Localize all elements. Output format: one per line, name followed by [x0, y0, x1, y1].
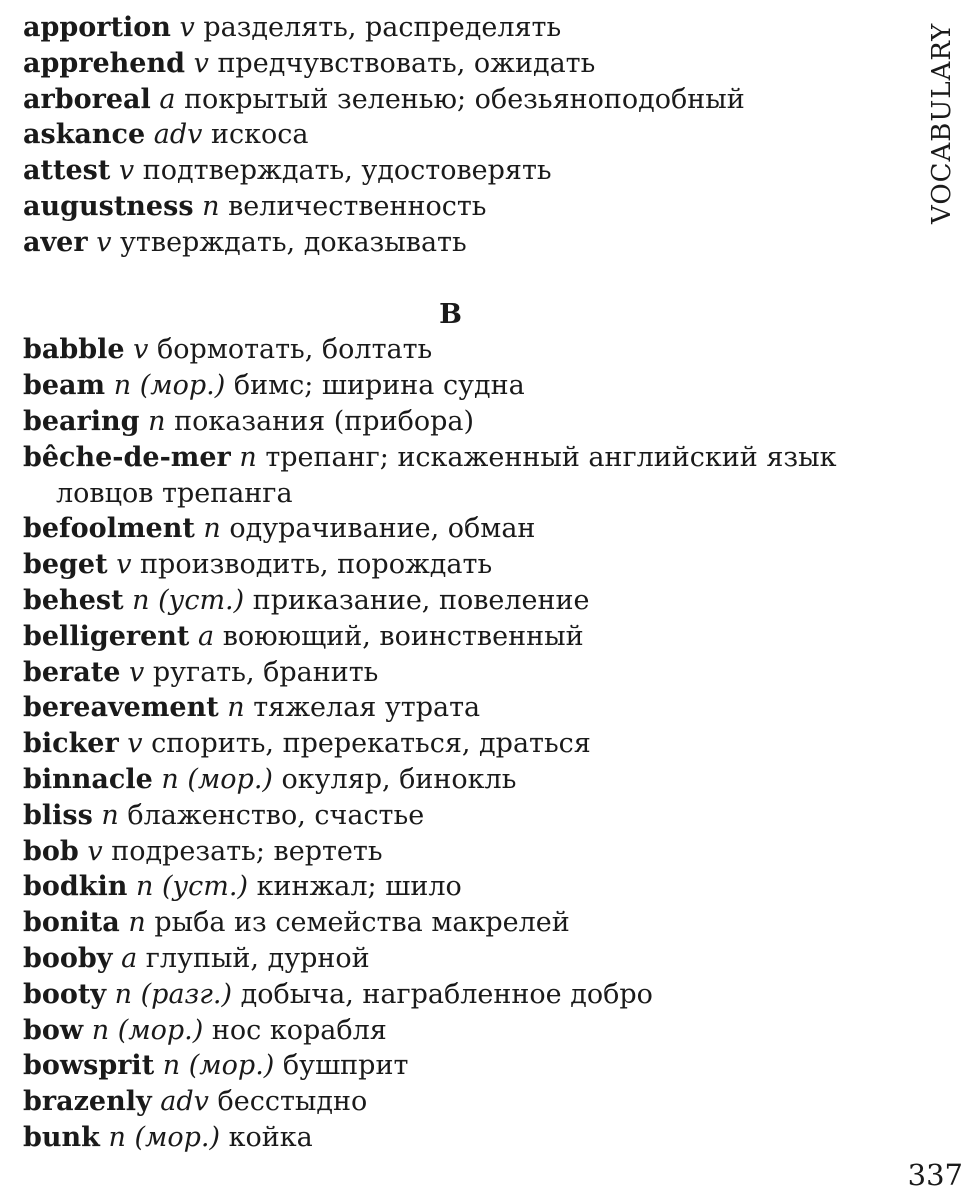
- entry-definition: добыча, награбленное добро: [240, 978, 653, 1010]
- entry-definition: подтверждать, удостоверять: [142, 155, 552, 187]
- dictionary-entry: [23, 726, 903, 762]
- entry-part-of-speech: a: [197, 620, 215, 652]
- entry-definition: искоса: [210, 119, 309, 151]
- entry-definition: койка: [228, 1121, 313, 1153]
- entry-definition: одурачивание, обман: [229, 513, 536, 545]
- entry-part-of-speech: n: [162, 1050, 181, 1082]
- dictionary-entry: [23, 1084, 903, 1120]
- entry-headword: babble: [23, 334, 125, 366]
- entry-headword: befoolment: [23, 513, 195, 545]
- dictionary-entry: [23, 440, 903, 512]
- entry-definition: спорить, пререкаться, драться: [151, 728, 591, 760]
- dictionary-entry: [23, 10, 903, 46]
- dictionary-entry: [23, 1048, 903, 1084]
- entry-definition: нос корабля: [211, 1014, 387, 1046]
- entry-headword: arboreal: [23, 83, 151, 115]
- entry-definition: кинжал; шило: [256, 871, 462, 903]
- dictionary-entry: [23, 189, 903, 225]
- dictionary-entry: [23, 1120, 903, 1156]
- entry-headword: bicker: [23, 728, 119, 760]
- entry-definition: воюющий, воинственный: [222, 620, 584, 652]
- vocabulary-list: [23, 10, 903, 1156]
- entry-headword: beam: [23, 370, 106, 402]
- entry-part-of-speech: v: [116, 549, 132, 581]
- entry-part-of-speech: n: [161, 763, 179, 795]
- entry-headword: booty: [23, 978, 107, 1010]
- entry-headword: bob: [23, 835, 79, 867]
- entry-headword: booby: [23, 942, 113, 974]
- entry-headword: apprehend: [23, 47, 185, 79]
- entry-part-of-speech: v: [127, 728, 143, 760]
- entry-part-of-speech: n: [203, 513, 221, 545]
- entry-usage-label: (уст.): [158, 584, 245, 616]
- entry-definition: окуляр, бинокль: [281, 763, 517, 795]
- entry-headword: apportion: [23, 12, 171, 43]
- entry-headword: aver: [23, 226, 88, 258]
- entry-part-of-speech: a: [159, 83, 176, 115]
- dictionary-entry: [23, 225, 903, 261]
- entry-headword: berate: [23, 656, 121, 688]
- entry-definition: бушприт: [282, 1050, 409, 1082]
- dictionary-entry: [23, 941, 903, 977]
- entry-headword: binnacle: [23, 763, 153, 795]
- entry-part-of-speech: v: [179, 12, 195, 43]
- dictionary-entry: [23, 583, 903, 619]
- dictionary-entry: [23, 368, 903, 404]
- entry-headword: bunk: [23, 1121, 100, 1153]
- entry-definition: разделять, распределять: [203, 12, 562, 43]
- entry-definition: бимс; ширина судна: [233, 370, 525, 402]
- entry-headword: attest: [23, 155, 111, 187]
- dictionary-entry: [23, 869, 903, 905]
- entry-part-of-speech: n: [202, 190, 220, 222]
- entry-headword: bearing: [23, 405, 140, 437]
- entry-part-of-speech: n: [113, 370, 132, 402]
- dictionary-entry: [23, 82, 903, 118]
- dictionary-entry: [23, 117, 903, 153]
- entry-part-of-speech: v: [118, 155, 135, 187]
- entry-part-of-speech: n: [91, 1014, 110, 1046]
- entry-part-of-speech: n: [148, 405, 166, 437]
- entry-usage-label: (уст.): [161, 871, 248, 903]
- entry-part-of-speech: adv: [153, 119, 203, 151]
- dictionary-entry: [23, 332, 903, 368]
- entry-headword: bowsprit: [23, 1050, 155, 1082]
- entry-part-of-speech: v: [129, 656, 145, 688]
- entry-part-of-speech: n: [239, 441, 257, 473]
- entry-headword: bodkin: [23, 871, 128, 903]
- entry-headword: bliss: [23, 799, 93, 831]
- entry-usage-label: (мор.): [117, 1014, 204, 1046]
- entry-headword: bonita: [23, 907, 120, 939]
- dictionary-entry: [23, 655, 903, 691]
- entry-headword: bow: [23, 1014, 84, 1046]
- entry-headword: belligerent: [23, 620, 190, 652]
- dictionary-entry: [23, 547, 903, 583]
- entry-part-of-speech: v: [193, 47, 209, 79]
- dictionary-entry: [23, 1013, 903, 1049]
- entry-usage-label: (мор.): [139, 370, 226, 402]
- dictionary-entry: [23, 905, 903, 941]
- dictionary-entry: [23, 46, 903, 82]
- entry-definition: тяжелая утрата: [253, 692, 481, 724]
- entry-definition: производить, порождать: [140, 549, 493, 581]
- entry-part-of-speech: a: [121, 942, 138, 974]
- dictionary-entry: [23, 619, 903, 655]
- dictionary-entry: [23, 834, 903, 870]
- entry-headword: askance: [23, 119, 146, 151]
- dictionary-entry: [23, 690, 903, 726]
- entry-headword: beget: [23, 549, 108, 581]
- dictionary-entry: [23, 762, 903, 798]
- entry-part-of-speech: v: [87, 835, 103, 867]
- entry-part-of-speech: n: [101, 799, 119, 831]
- entry-part-of-speech: n: [114, 978, 133, 1010]
- entry-definition: блаженство, счастье: [127, 799, 425, 831]
- entry-part-of-speech: n: [132, 584, 150, 616]
- entry-usage-label: (мор.): [187, 763, 273, 795]
- section-a: [23, 10, 903, 261]
- entry-definition: покрытый зеленью; обезьяноподобный: [184, 83, 745, 115]
- entry-definition: предчувствовать, ожидать: [217, 47, 596, 79]
- dictionary-entry: [23, 153, 903, 189]
- page-number: 337: [907, 1158, 963, 1192]
- entry-headword: bêche-de-mer: [23, 441, 231, 473]
- entry-usage-label: (мор.): [188, 1050, 275, 1082]
- entry-headword: augustness: [23, 190, 194, 222]
- entry-definition: трепанг; искаженный английский язык ловцов трепанга: [56, 441, 837, 509]
- entry-definition: приказание, повеление: [252, 584, 590, 616]
- section-b: [23, 332, 903, 1155]
- entry-definition: бормотать, болтать: [157, 334, 433, 366]
- entry-headword: bereavement: [23, 692, 219, 724]
- entry-definition: утверждать, доказывать: [120, 226, 467, 258]
- entry-part-of-speech: adv: [160, 1086, 209, 1118]
- entry-definition: величественность: [228, 190, 487, 222]
- entry-part-of-speech: n: [128, 907, 146, 939]
- dictionary-entry: [23, 798, 903, 834]
- entry-definition: рыба из семейства макрелей: [154, 907, 570, 939]
- entry-headword: behest: [23, 584, 124, 616]
- section-letter-heading: B: [439, 298, 462, 330]
- entry-part-of-speech: n: [108, 1121, 126, 1153]
- entry-part-of-speech: n: [135, 871, 154, 903]
- dictionary-entry: [23, 977, 903, 1013]
- entry-usage-label: (мор.): [134, 1121, 221, 1153]
- dictionary-entry: [23, 404, 903, 440]
- entry-part-of-speech: n: [227, 692, 245, 724]
- entry-part-of-speech: v: [133, 334, 149, 366]
- vocabulary-side-tab: VOCABULARY: [927, 22, 957, 224]
- entry-definition: ругать, бранить: [152, 656, 379, 688]
- entry-part-of-speech: v: [96, 226, 112, 258]
- entry-definition: бесстыдно: [217, 1086, 368, 1118]
- entry-definition: подрезать; вертеть: [111, 835, 383, 867]
- entry-definition: показания (прибора): [174, 405, 475, 437]
- entry-usage-label: (разг.): [140, 978, 233, 1010]
- entry-definition: глупый, дурной: [145, 942, 370, 974]
- entry-headword: brazenly: [23, 1086, 152, 1118]
- dictionary-entry: [23, 511, 903, 547]
